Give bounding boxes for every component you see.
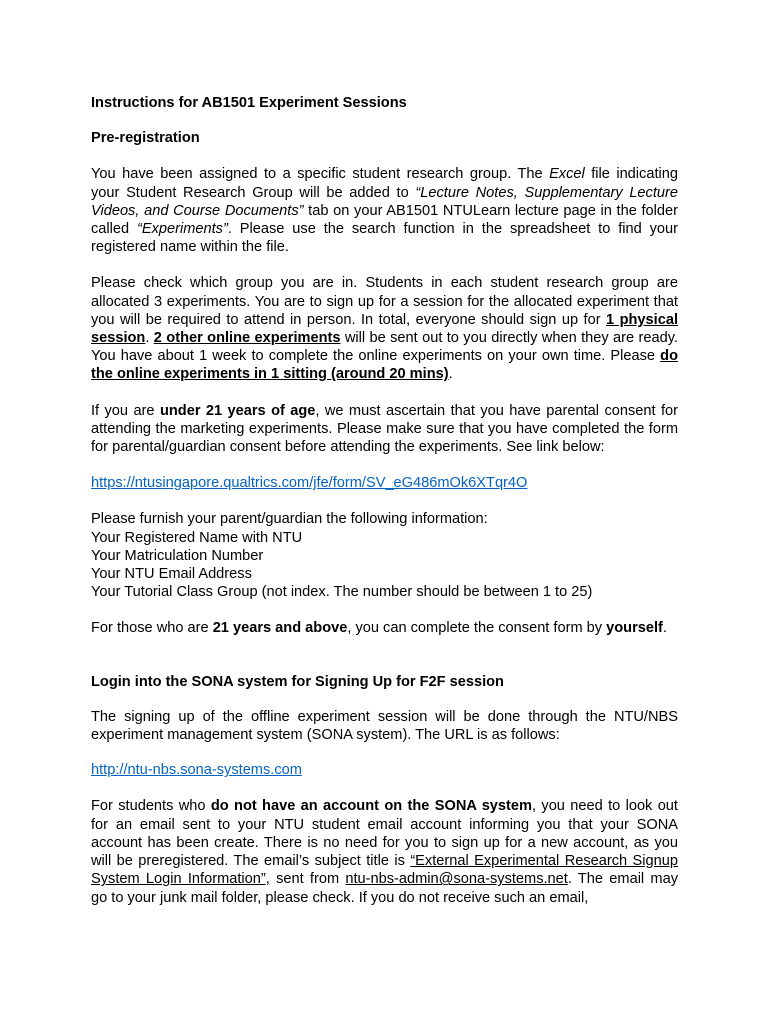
text: file indicating your Student Research Group will be added to — [91, 166, 678, 201]
furnish-list — [91, 510, 678, 601]
sona-system-link[interactable]: http://ntu-nbs.sona-systems.com — [91, 762, 302, 779]
pre-registration-heading: Pre-registration — [91, 130, 200, 147]
text: sent from — [269, 871, 346, 888]
furnish-intro: Please furnish your parent/guardian the following information: — [91, 511, 488, 528]
furnish-item: Your NTU Email Address — [91, 566, 252, 583]
paragraph-under-21 — [91, 402, 678, 457]
text: You have been assigned to a specific student research group. The — [91, 166, 550, 183]
text: For those who are — [91, 620, 213, 637]
folder-name-italic: “Experiments” — [137, 221, 228, 238]
paragraph-group-check — [91, 274, 678, 383]
text: If you are — [91, 402, 160, 419]
consent-form-link[interactable]: https://ntusingapore.qualtrics.com/jfe/form/SV_eG486mOk6XTqr4O — [91, 475, 528, 492]
tab-name-italic: “Lecture Notes, Supplementary Lecture Videos, and Course Documents” — [91, 184, 678, 219]
text: . — [145, 330, 154, 347]
text: tab on your AB1501 NTULearn lecture page in the folder called — [91, 202, 678, 238]
over-21-emphasis: 21 years and above — [212, 620, 348, 637]
text: . — [662, 620, 667, 637]
text: . Please use the search function in the spreadsheet to find your registered name within the file. — [91, 221, 678, 256]
text: will be sent out to you directly when they are ready. You have about 1 week to complete the online experiments on your own time. Please — [91, 330, 678, 365]
under-21-emphasis: under 21 years of age — [159, 402, 316, 419]
paragraph-sona-account — [91, 797, 678, 906]
sona-link-line — [91, 761, 678, 779]
paragraph-assignment — [91, 165, 678, 256]
excel-italic: Excel — [549, 166, 585, 183]
text: . The email may go to your junk mail folder, please check. If you do not receive such an email, — [91, 871, 679, 906]
online-experiments-emphasis: 2 other online experiments — [153, 330, 341, 347]
text: , we must ascertain that you have parental consent for attending the marketing experiments. Please make sure that you have completed the form for parental/guardian consent before attending the experiments. See link below: — [91, 402, 678, 456]
physical-session-emphasis: 1 physical session — [91, 311, 679, 347]
one-sitting-emphasis: do the online experiments in 1 sitting (around 20 mins) — [91, 348, 678, 383]
text: , you can complete the consent form by — [347, 620, 607, 637]
furnish-item: Your Registered Name with NTU — [91, 529, 303, 546]
document-title: Instructions for AB1501 Experiment Sessions — [91, 95, 407, 111]
furnish-item: Your Matriculation Number — [91, 547, 264, 564]
no-account-emphasis: do not have an account on the SONA system — [210, 798, 532, 815]
yourself-emphasis: yourself — [606, 620, 663, 637]
text: , you need to look out for an email sent to your NTU student email account informing you that your SONA account has been create. There is no need for you to sign up for a new account, as you will be preregistered. The email’s subject title is — [91, 798, 678, 870]
sender-email-address: ntu-nbs-admin@sona-systems.net — [345, 871, 568, 888]
paragraph-sona-intro: The signing up of the offline experiment session will be done through the NTU/NBS experiment management system (SONA system). The URL is as follows: — [91, 708, 678, 744]
furnish-item: Your Tutorial Class Group (not index. The number should be between 1 to 25) — [91, 584, 593, 601]
text: . — [448, 366, 453, 383]
consent-link-line — [91, 474, 678, 492]
text: For students who — [91, 798, 211, 815]
paragraph-21-and-above — [91, 619, 678, 637]
text: Please check which group you are in. Students in each student research group are allocated 3 experiments. You are to sign up for a session for the allocated experiment that you will be required to attend in person. In total, everyone should sign up for — [91, 275, 678, 328]
email-subject-title: “External Experimental Research Signup System Login Information”, — [91, 853, 678, 888]
sona-login-heading: Login into the SONA system for Signing Up for F2F session — [91, 673, 504, 690]
